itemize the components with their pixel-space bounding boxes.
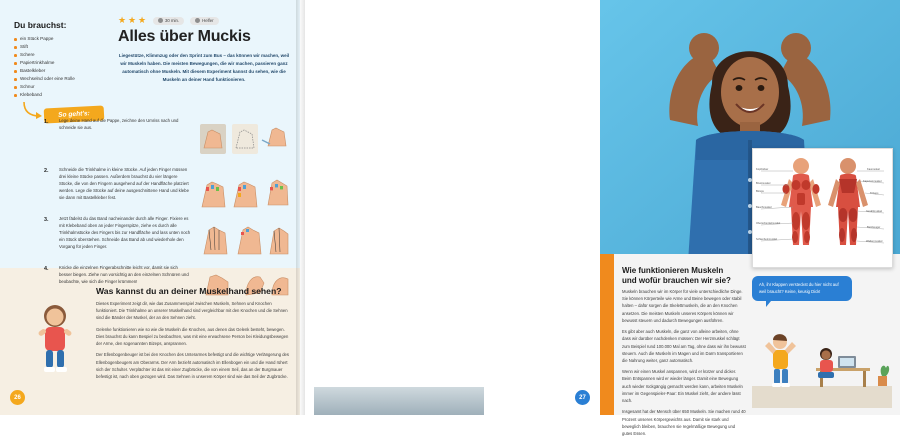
svg-text:Bauchmuskel: Bauchmuskel [756,206,772,209]
step-number: 3. [44,217,49,223]
paragraph: Insgesamt hat der Mensch über 650 Muskeln. Sie machen rund 40 Prozent unseres Körpergewichts aus. Damit sie stark und beweglich bleiben, brauchen sie regelmäßige Bewegung und gutes Essen. [622,409,746,436]
svg-text:Kopfnicker: Kopfnicker [756,168,769,171]
svg-text:Brustmuskel: Brustmuskel [756,182,771,185]
straw-cutting-illustration [198,167,290,217]
materials-list [14,35,106,99]
section-title: Was kannst du an deiner Muskelhand sehen? [96,286,282,296]
svg-text:Wadenmuskel: Wadenmuskel [866,240,883,243]
step-text: Schneide die Trinkhalme in kleine Stücke. Auf jeden Finger müssen drei kleine Stücke passen. Außerdem brauchst du vier längere Stücke, die von den Fingern ausgehend auf der Handfläche platziert werden. Lege die Stücke auf deine ausgeschnittene Hand und klebe sie dann mit Bastelkleber fest. [59,167,189,200]
step-illustration [198,167,290,207]
activity-badges [118,16,219,25]
svg-text:Kaumuskel: Kaumuskel [867,168,880,171]
list-item: ein Stück Pappe [14,35,106,43]
paragraph: Es gibt aber auch Muskeln, die ganz von alleine arbeiten, ohne dass wir darüber nachdenken müssen: Der Herzmuskel schlägt zum Beispiel rund 100.000 Mal am Tag, ohne dass wir ihn bewusst steuern. Auch die Muskeln im Magen und im Darm transportieren die Nahrung weiter, ganz automatisch. [622,329,746,363]
time-label: 30 min. [165,18,180,23]
steps-list [44,118,290,314]
helper-badge [190,17,218,25]
list-item: Schnur [14,83,106,91]
svg-text:Kapuzenmuskel: Kapuzenmuskel [863,180,882,183]
page-title: Alles über Muckis [118,28,251,45]
step-illustration [198,118,290,158]
paragraph: Gelenke funktionieren wie so wie die Muskeln die Knochen, aus denen das Gelenk besteht, bewegen. Dies brauchst du kann Bespiel zu beobachten, was mit eine erwachsene Person bei Kleidungsbewegen der Arme, den sogenannten Bizeps, ansprannen. [96,326,289,347]
star-icon: ★ [128,15,137,25]
list-item [44,265,290,305]
star-icon: ★ [138,15,147,25]
materials-box [14,20,106,99]
speech-bubble: Ah, ihr Klappen versteckst du hier nicht auf weil braucht? Keine, keusig Dick! [752,276,852,301]
list-item: Papiertrinkhalme [14,59,106,67]
section-heading: Wie funktionieren Muskeln und wofür brauchen wir sie? [622,266,731,285]
section-body [622,288,746,441]
paragraph: Dieses Experiment zeigt dir, wie das Zusammenspiel zwischen Muskeln, Sehnen und Knochen funktioniert. Die Trinkhalme an unserer Muskelhand sind vergleichbar mit den Knochen und die Sehnen sind die Bänder der Muskel, der an den Sehnen zieht. [96,301,288,321]
hand-tracing-illustration [198,118,290,158]
paragraph: Der Ellenbogenbeuger ist bei den Knochen des Unterarmes befestigt und die wichtige Verlängerung des Ellenbogenbeugers am Oberarms. Der Arm bezieht automatisch im Ellenbogen ein und die Hand rühert sich der Schulter. Verplächter ist das mit einer Zugbrücke, die von einem Seil, das an der Burgmauer befestigt ist, nach oben gezogen wird. Das Sehnen in unserem Körper sind wie das Seil der Zugbrücke. [96,352,289,379]
list-item [44,118,290,158]
step-illustration [198,265,290,305]
time-badge [153,17,184,25]
left-page [0,0,300,415]
svg-text:Gesäßmuskel: Gesäßmuskel [866,210,882,213]
list-item: Stift [14,43,106,51]
svg-text:Beinbeuger: Beinbeuger [867,226,881,229]
howto-label: So geht's: [58,110,90,119]
threading-illustration [198,216,290,260]
step-text: Lege deine Hand auf die Pappe, zeichne den Umriss nach und schneide sie aus. [59,118,179,130]
list-item [44,216,290,256]
book-gutter [296,0,305,415]
svg-text:Bizeps: Bizeps [756,190,764,193]
materials-title: Du brauchst: [14,20,67,30]
difficulty-stars [118,16,147,25]
clock-icon [158,18,163,23]
classroom-scene-illustration [752,312,892,408]
svg-text:Trizeps: Trizeps [870,192,879,195]
right-page [300,0,883,436]
orange-accent-band [600,254,614,415]
step-illustration [198,216,290,256]
page-number-left: 26 [10,390,25,405]
paragraph: Wenn wir einen Muskel anspannen, wird er kürzer und dicker. Beim Entspannen wird er wieder länger. Damit eine Bewegung auch wieder rückgängig gemacht werden kann, arbeiten Muskeln immer im Gegenspieler-Paar: Ein Muskel zieht, der andere lässt nach. [622,369,743,404]
step-text: Jetzt fädelst du das Band nacheinander durch alle Finger. Fixiere es mit Klebeband oben an jeder Fingerspitze, ziehe es durch alle Trinkhalmstücke des Fingers bis zur Handfläche und lass unten noch ein Stück überstehen. Schneide das Band ab und wiederhole den Vorgang für jeden Finger. [59,216,191,249]
helper-label: Helfer [202,18,214,23]
bottom-photo-strip [314,387,484,415]
svg-text:Oberschenkelmuskel: Oberschenkelmuskel [756,222,781,225]
list-item: Wechselnd oder eine Rolle [14,75,106,83]
svg-text:Schienbeinmuskel: Schienbeinmuskel [756,238,778,241]
intro-text: Liegestütze, Klimmzug oder den Sprint zum Bus – das können wir machen, weil wir Muskeln haben. Die meisten Bewegungen, die wir machen, passieren ganz automatisch ohne Muskeln. Mit diesem Experiment kannst du sehen, wie die Muskeln an deiner Hand funktionieren. [118,53,290,82]
step-number: 4. [44,266,49,272]
muscle-diagram [752,148,893,268]
star-icon: ★ [118,15,127,25]
list-item: Klebeband [14,91,106,99]
step-number: 2. [44,168,49,174]
article-body [96,300,292,384]
muscle-diagram-artwork [753,149,892,267]
paragraph: Muskeln brauchen wir im Körper für viele unterschiedliche Dinge. Sie können Körperteile wie Arme und Beine bewegen oder stabil halten – dafür sorgen die Skelettmuskeln, die an den Knochen ansetzen. Die meisten Muskeln unseres Körpers können wir bewusst steuern und dadurch Bewegungen ausführen. [622,289,743,323]
kid-illustration [26,300,84,380]
person-icon [195,18,200,23]
list-item [44,167,290,207]
curved-arrow-icon [22,100,46,120]
list-item: Bastelkleber [14,67,106,75]
list-item: Schere [14,51,106,59]
step-text: Knicke die einzelnen Fingerabschnitte leicht vor, damit sie sich besser biegen. Ziehe nun vorsichtig an den einzelnen Schnüren und beobachte, wie sich die Finger krümmen! [59,265,189,284]
step-number: 1. [44,119,49,125]
page-number-right: 27 [575,390,590,405]
